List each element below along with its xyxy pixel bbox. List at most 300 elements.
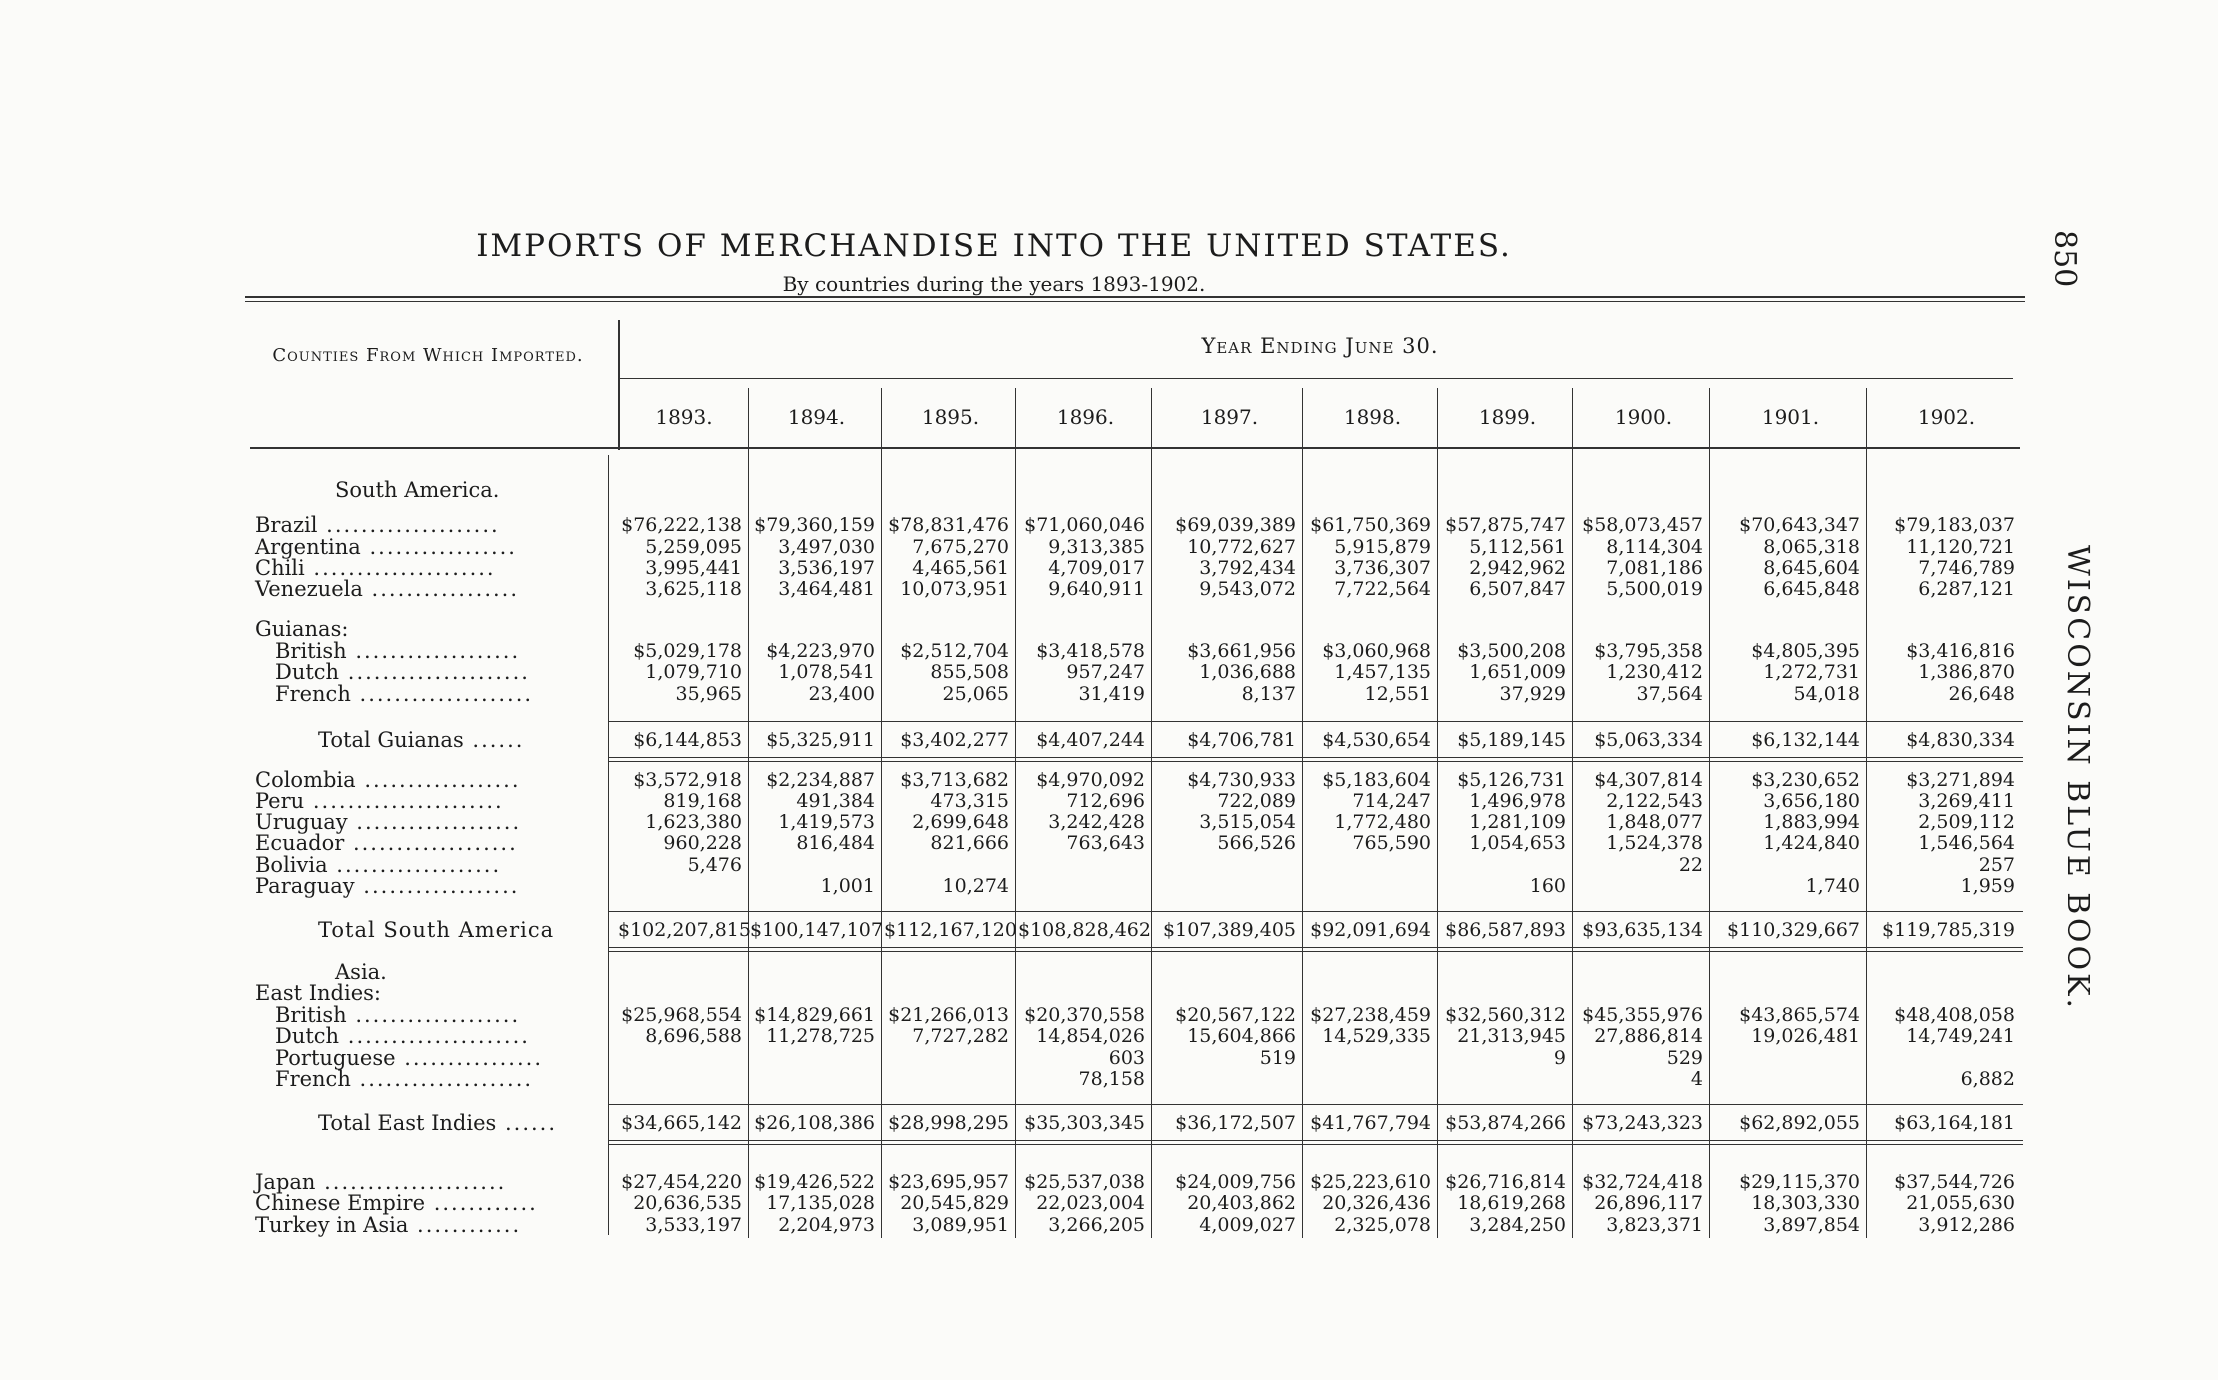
table-cell: 1,959: [1960, 875, 2015, 897]
table-cell: 17,135,028: [766, 1192, 875, 1214]
table-cell: 20,636,535: [633, 1192, 742, 1214]
table-cell: 1,848,077: [1606, 811, 1703, 833]
table-cell: $86,587,893: [1445, 919, 1566, 941]
table-cell: $36,172,507: [1175, 1112, 1296, 1134]
table-cell: 3,497,030: [778, 536, 875, 558]
year-ending-header: Year Ending June 30.: [1201, 334, 1439, 358]
table-cell: $28,998,295: [888, 1112, 1009, 1134]
table-cell: 257: [1978, 854, 2015, 876]
year-header: 1898.: [1343, 405, 1402, 429]
table-cell: 78,158: [1078, 1068, 1145, 1090]
leader-dots: ...................: [327, 853, 502, 877]
total-rule: [608, 951, 2023, 952]
table-cell: $3,572,918: [633, 769, 742, 791]
table-cell: 816,484: [796, 832, 875, 854]
table-cell: $70,643,347: [1739, 514, 1860, 536]
table-cell: $35,303,345: [1024, 1112, 1145, 1134]
table-cell: $32,560,312: [1445, 1004, 1566, 1026]
table-cell: $4,407,244: [1036, 729, 1145, 751]
table-cell: $112,167,120: [884, 919, 1017, 941]
table-row: [0, 1172, 2218, 1193]
row-label: Guianas:: [255, 617, 349, 641]
row-label: Japan .....................: [255, 1170, 507, 1194]
table-cell: $20,370,558: [1024, 1004, 1145, 1026]
table-cell: 11,120,721: [1906, 536, 2015, 558]
table-cell: 3,089,951: [912, 1214, 1009, 1236]
row-label: Bolivia ...................: [255, 853, 502, 877]
table-cell: 3,242,428: [1048, 811, 1145, 833]
table-row: [0, 876, 2218, 897]
leader-dots: ....................: [350, 682, 534, 706]
table-cell: 7,746,789: [1918, 557, 2015, 579]
table-cell: 763,643: [1066, 832, 1145, 854]
table-cell: $5,029,178: [633, 640, 742, 662]
table-cell: 3,284,250: [1469, 1214, 1566, 1236]
row-label: Total Guianas ......: [318, 728, 525, 752]
table-cell: 18,303,330: [1751, 1192, 1860, 1214]
table-cell: 19,026,481: [1751, 1025, 1860, 1047]
table-cell: 821,666: [930, 832, 1009, 854]
table-cell: 3,266,205: [1048, 1214, 1145, 1236]
table-cell: 3,792,434: [1199, 557, 1296, 579]
table-cell: 12,551: [1364, 683, 1431, 705]
table-cell: 14,749,241: [1906, 1025, 2015, 1047]
table-cell: 1,386,870: [1918, 661, 2015, 683]
table-cell: 7,727,282: [912, 1025, 1009, 1047]
row-label: Colombia ..................: [255, 768, 521, 792]
table-cell: 2,509,112: [1918, 811, 2015, 833]
table-cell: 21,313,945: [1457, 1025, 1566, 1047]
total-rule: [608, 761, 2023, 762]
table-cell: $5,189,145: [1457, 729, 1566, 751]
table-row: [0, 1069, 2218, 1090]
year-header: 1900.: [1614, 405, 1673, 429]
table-cell: 21,055,630: [1906, 1192, 2015, 1214]
table-cell: 6,287,121: [1918, 578, 2015, 600]
table-cell: 3,269,411: [1918, 790, 2015, 812]
table-row: [0, 1005, 2218, 1026]
table-cell: 1,424,840: [1763, 832, 1860, 854]
row-label: Chinese Empire ............: [255, 1191, 538, 1215]
table-cell: 2,122,543: [1606, 790, 1703, 812]
row-label: Venezuela .................: [255, 577, 520, 601]
table-row: [0, 1026, 2218, 1047]
table-cell: 27,886,814: [1594, 1025, 1703, 1047]
table-cell: $45,355,976: [1582, 1004, 1703, 1026]
table-cell: 37,929: [1499, 683, 1566, 705]
table-cell: 1,457,135: [1334, 661, 1431, 683]
table-cell: 7,675,270: [912, 536, 1009, 558]
table-cell: 1,001: [820, 875, 875, 897]
table-row: [0, 537, 2218, 558]
table-cell: 4,465,561: [912, 557, 1009, 579]
leader-dots: ...................: [346, 639, 521, 663]
table-cell: $5,183,604: [1322, 769, 1431, 791]
table-cell: 8,114,304: [1606, 536, 1703, 558]
table-cell: 8,645,604: [1763, 557, 1860, 579]
running-head: WISCONSIN BLUE BOOK.: [2060, 545, 2095, 1012]
table-cell: 1,230,412: [1606, 661, 1703, 683]
leader-dots: .....................: [339, 660, 530, 684]
table-cell: $4,805,395: [1751, 640, 1860, 662]
table-cell: $79,360,159: [754, 514, 875, 536]
row-label: Asia.: [335, 960, 387, 984]
table-cell: 5,500,019: [1606, 578, 1703, 600]
table-cell: 4: [1690, 1068, 1703, 1090]
table-cell: $43,865,574: [1739, 1004, 1860, 1026]
table-cell: 22: [1678, 854, 1703, 876]
table-cell: 31,419: [1078, 683, 1145, 705]
table-cell: 18,619,268: [1457, 1192, 1566, 1214]
table-cell: 1,272,731: [1763, 661, 1860, 683]
total-rule: [608, 1144, 2023, 1145]
table-row: [0, 983, 2218, 1004]
row-label: East Indies:: [255, 981, 381, 1005]
leader-dots: .....................: [304, 556, 496, 580]
leader-dots: .................: [360, 535, 517, 559]
table-cell: $3,271,894: [1906, 769, 2015, 791]
table-cell: $78,831,476: [888, 514, 1009, 536]
table-cell: 35,965: [675, 683, 742, 705]
table-cell: $3,418,578: [1036, 640, 1145, 662]
table-cell: 8,065,318: [1763, 536, 1860, 558]
table-cell: 714,247: [1352, 790, 1431, 812]
table-cell: 3,533,197: [645, 1214, 742, 1236]
row-label: Total East Indies ......: [318, 1111, 558, 1135]
table-cell: 3,625,118: [645, 578, 742, 600]
table-cell: 855,508: [930, 661, 1009, 683]
top-rule: [245, 296, 2025, 298]
table-cell: 5,476: [687, 854, 742, 876]
row-label: French ....................: [275, 1067, 534, 1091]
leader-dots: ......: [463, 728, 525, 752]
table-cell: 566,526: [1217, 832, 1296, 854]
table-cell: 1,623,380: [645, 811, 742, 833]
table-cell: 1,651,009: [1469, 661, 1566, 683]
table-cell: 14,854,026: [1036, 1025, 1145, 1047]
table-cell: $4,223,970: [766, 640, 875, 662]
row-label: Argentina .................: [255, 535, 517, 559]
table-cell: 2,325,078: [1334, 1214, 1431, 1236]
table-cell: $6,144,853: [633, 729, 742, 751]
leader-dots: ............: [425, 1191, 538, 1215]
table-cell: $48,408,058: [1894, 1004, 2015, 1026]
table-cell: $41,767,794: [1310, 1112, 1431, 1134]
table-cell: 3,736,307: [1334, 557, 1431, 579]
table-row: [0, 812, 2218, 833]
table-cell: 5,259,095: [645, 536, 742, 558]
year-header: 1899.: [1478, 405, 1537, 429]
table-row: [0, 662, 2218, 683]
leader-dots: ......................: [304, 789, 504, 813]
total-rule: [608, 757, 2023, 758]
table-cell: $93,635,134: [1582, 919, 1703, 941]
table-cell: 960,228: [663, 832, 742, 854]
year-header: 1902.: [1917, 405, 1976, 429]
table-cell: $25,223,610: [1310, 1171, 1431, 1193]
table-cell: $4,706,781: [1187, 729, 1296, 751]
leader-dots: ....................: [317, 513, 500, 537]
row-label: Paraguay ..................: [255, 874, 520, 898]
table-cell: 20,403,862: [1187, 1192, 1296, 1214]
table-cell: 160: [1529, 875, 1566, 897]
table-cell: 1,496,978: [1469, 790, 1566, 812]
table-cell: 26,896,117: [1594, 1192, 1703, 1214]
leader-dots: .................: [362, 577, 520, 601]
table-cell: 491,384: [796, 790, 875, 812]
leader-dots: ............: [408, 1213, 522, 1237]
table-cell: $3,060,968: [1322, 640, 1431, 662]
table-cell: $100,147,107: [750, 919, 883, 941]
table-cell: $3,230,652: [1751, 769, 1860, 791]
table-cell: 3,656,180: [1763, 790, 1860, 812]
table-cell: $3,416,816: [1906, 640, 2015, 662]
table-cell: $5,126,731: [1457, 769, 1566, 791]
table-cell: $3,713,682: [900, 769, 1009, 791]
year-header: 1894.: [787, 405, 846, 429]
table-cell: $71,060,046: [1024, 514, 1145, 536]
table-cell: $3,402,277: [900, 729, 1009, 751]
table-cell: $25,968,554: [621, 1004, 742, 1026]
table-row: [0, 684, 2218, 705]
table-cell: $14,829,661: [754, 1004, 875, 1026]
table-row: [0, 1048, 2218, 1069]
table-cell: 6,645,848: [1763, 578, 1860, 600]
leader-dots: .....................: [315, 1170, 507, 1194]
table-cell: 5,112,561: [1469, 536, 1566, 558]
table-cell: 26,648: [1948, 683, 2015, 705]
table-cell: 603: [1108, 1047, 1145, 1069]
row-label: Brazil ....................: [255, 513, 500, 537]
table-cell: 6,882: [1960, 1068, 2015, 1090]
total-row: [0, 730, 2218, 751]
table-cell: 1,054,653: [1469, 832, 1566, 854]
table-row: [0, 515, 2218, 536]
table-cell: $69,039,389: [1175, 514, 1296, 536]
table-cell: 473,315: [930, 790, 1009, 812]
leader-dots: ....................: [350, 1067, 534, 1091]
total-rule: [608, 947, 2023, 948]
row-label: Dutch .....................: [275, 660, 530, 684]
year-header: 1895.: [921, 405, 980, 429]
row-label: British ...................: [275, 639, 521, 663]
table-cell: 9,313,385: [1048, 536, 1145, 558]
table-cell: $3,500,208: [1457, 640, 1566, 662]
table-cell: 1,546,564: [1918, 832, 2015, 854]
total-row: [0, 1113, 2218, 1134]
section-heading-row: [0, 962, 2218, 983]
table-row: [0, 791, 2218, 812]
table-cell: 10,274: [942, 875, 1009, 897]
row-label: Ecuador ...................: [255, 831, 518, 855]
table-cell: $4,307,814: [1594, 769, 1703, 791]
leader-dots: ..................: [354, 874, 520, 898]
table-cell: 819,168: [663, 790, 742, 812]
table-cell: 37,564: [1636, 683, 1703, 705]
page-number: 850: [2047, 230, 2082, 288]
table-cell: 722,089: [1217, 790, 1296, 812]
table-cell: 712,696: [1066, 790, 1145, 812]
table-cell: $4,530,654: [1322, 729, 1431, 751]
table-cell: $5,063,334: [1594, 729, 1703, 751]
table-cell: $24,009,756: [1175, 1171, 1296, 1193]
total-rule: [608, 1104, 2023, 1105]
table-cell: $4,730,933: [1187, 769, 1296, 791]
leader-dots: .....................: [339, 1024, 530, 1048]
table-cell: $53,874,266: [1445, 1112, 1566, 1134]
table-cell: 4,709,017: [1048, 557, 1145, 579]
table-cell: 1,883,994: [1763, 811, 1860, 833]
table-cell: $2,234,887: [766, 769, 875, 791]
table-row: [0, 1215, 2218, 1236]
table-cell: $73,243,323: [1582, 1112, 1703, 1134]
table-row: [0, 619, 2218, 640]
year-header: 1901.: [1761, 405, 1820, 429]
header-divider: [618, 378, 2013, 379]
table-cell: $27,238,459: [1310, 1004, 1431, 1026]
table-cell: 9,640,911: [1048, 578, 1145, 600]
leader-dots: ......: [496, 1111, 558, 1135]
table-cell: $102,207,815: [618, 919, 751, 941]
table-cell: 3,464,481: [778, 578, 875, 600]
table-cell: $29,115,370: [1739, 1171, 1860, 1193]
leader-dots: ...................: [346, 1003, 521, 1027]
table-cell: 11,278,725: [766, 1025, 875, 1047]
year-header: 1896.: [1056, 405, 1115, 429]
table-row: [0, 579, 2218, 600]
total-rule: [608, 721, 2023, 722]
header-bottom-rule: [250, 447, 2020, 449]
leader-dots: ...................: [344, 831, 518, 855]
row-label: Chili .....................: [255, 556, 496, 580]
table-cell: $110,329,667: [1727, 919, 1860, 941]
table-cell: 5,915,879: [1334, 536, 1431, 558]
table-cell: $5,325,911: [766, 729, 875, 751]
table-cell: $21,266,013: [888, 1004, 1009, 1026]
table-cell: 1,419,573: [778, 811, 875, 833]
row-label: Turkey in Asia ............: [255, 1213, 522, 1237]
table-cell: $76,222,138: [621, 514, 742, 536]
table-cell: $25,537,038: [1024, 1171, 1145, 1193]
table-cell: $2,512,704: [900, 640, 1009, 662]
table-cell: 765,590: [1352, 832, 1431, 854]
table-cell: $57,875,747: [1445, 514, 1566, 536]
top-rule-2: [245, 301, 2025, 302]
table-cell: 20,545,829: [900, 1192, 1009, 1214]
table-cell: 7,081,186: [1606, 557, 1703, 579]
table-cell: $61,750,369: [1310, 514, 1431, 536]
table-cell: 3,897,854: [1763, 1214, 1860, 1236]
leader-dots: ...................: [347, 810, 522, 834]
table-cell: $58,073,457: [1582, 514, 1703, 536]
table-cell: $26,108,386: [754, 1112, 875, 1134]
section-heading-row: [0, 480, 2218, 501]
table-row: [0, 558, 2218, 579]
table-cell: 957,247: [1066, 661, 1145, 683]
table-cell: 1,079,710: [645, 661, 742, 683]
table-cell: $32,724,418: [1582, 1171, 1703, 1193]
table-cell: $23,695,957: [888, 1171, 1009, 1193]
table-row: [0, 833, 2218, 854]
table-cell: 2,699,648: [912, 811, 1009, 833]
total-rule: [608, 911, 2023, 912]
table-cell: 1,281,109: [1469, 811, 1566, 833]
table-cell: 15,604,866: [1187, 1025, 1296, 1047]
table-cell: 8,137: [1241, 683, 1296, 705]
table-cell: 8,696,588: [645, 1025, 742, 1047]
table-cell: $3,661,956: [1187, 640, 1296, 662]
table-cell: $37,544,726: [1894, 1171, 2015, 1193]
table-cell: $3,795,358: [1594, 640, 1703, 662]
table-cell: $4,830,334: [1906, 729, 2015, 751]
row-label: Uruguay ...................: [255, 810, 522, 834]
row-label: Portuguese ................: [275, 1046, 544, 1070]
table-cell: $20,567,122: [1175, 1004, 1296, 1026]
total-row: [0, 920, 2218, 941]
table-cell: 519: [1259, 1047, 1296, 1069]
table-cell: $79,183,037: [1894, 514, 2015, 536]
table-row: [0, 641, 2218, 662]
table-cell: $107,389,405: [1163, 919, 1296, 941]
table-cell: $4,970,092: [1036, 769, 1145, 791]
table-cell: 9: [1553, 1047, 1566, 1069]
table-cell: 23,400: [808, 683, 875, 705]
year-header: 1897.: [1200, 405, 1259, 429]
table-cell: $6,132,144: [1751, 729, 1860, 751]
table-cell: 6,507,847: [1469, 578, 1566, 600]
table-cell: 14,529,335: [1322, 1025, 1431, 1047]
page-title: IMPORTS OF MERCHANDISE INTO THE UNITED STATES.: [476, 228, 1512, 264]
table-cell: $62,892,055: [1739, 1112, 1860, 1134]
row-label: French ....................: [275, 682, 534, 706]
table-cell: 7,722,564: [1334, 578, 1431, 600]
table-row: [0, 770, 2218, 791]
table-cell: 10,073,951: [900, 578, 1009, 600]
table-cell: 25,065: [942, 683, 1009, 705]
table-cell: $63,164,181: [1894, 1112, 2015, 1134]
table-cell: $27,454,220: [621, 1171, 742, 1193]
table-cell: 2,204,973: [778, 1214, 875, 1236]
leader-dots: ..................: [355, 768, 521, 792]
table-cell: 9,543,072: [1199, 578, 1296, 600]
table-cell: $108,828,462: [1018, 919, 1151, 941]
table-cell: 1,078,541: [778, 661, 875, 683]
table-row: [0, 855, 2218, 876]
row-label: South America.: [335, 478, 500, 502]
row-label: Total South America: [318, 918, 555, 942]
table-cell: 10,772,627: [1187, 536, 1296, 558]
table-cell: 22,023,004: [1036, 1192, 1145, 1214]
table-cell: 1,524,378: [1606, 832, 1703, 854]
table-cell: $119,785,319: [1882, 919, 2015, 941]
table-cell: 3,995,441: [645, 557, 742, 579]
table-cell: 1,772,480: [1334, 811, 1431, 833]
row-label: British ...................: [275, 1003, 521, 1027]
table-cell: $34,665,142: [621, 1112, 742, 1134]
table-cell: 3,515,054: [1199, 811, 1296, 833]
table-cell: 3,823,371: [1606, 1214, 1703, 1236]
table-cell: 4,009,027: [1199, 1214, 1296, 1236]
table-cell: $19,426,522: [754, 1171, 875, 1193]
table-cell: 2,942,962: [1469, 557, 1566, 579]
table-cell: 1,036,688: [1199, 661, 1296, 683]
table-cell: 1,740: [1805, 875, 1860, 897]
table-cell: 529: [1666, 1047, 1703, 1069]
year-header: 1893.: [655, 405, 713, 429]
table-cell: 20,326,436: [1322, 1192, 1431, 1214]
first-column-header: Counties From Which Imported.: [272, 345, 584, 366]
total-rule: [608, 1140, 2023, 1141]
